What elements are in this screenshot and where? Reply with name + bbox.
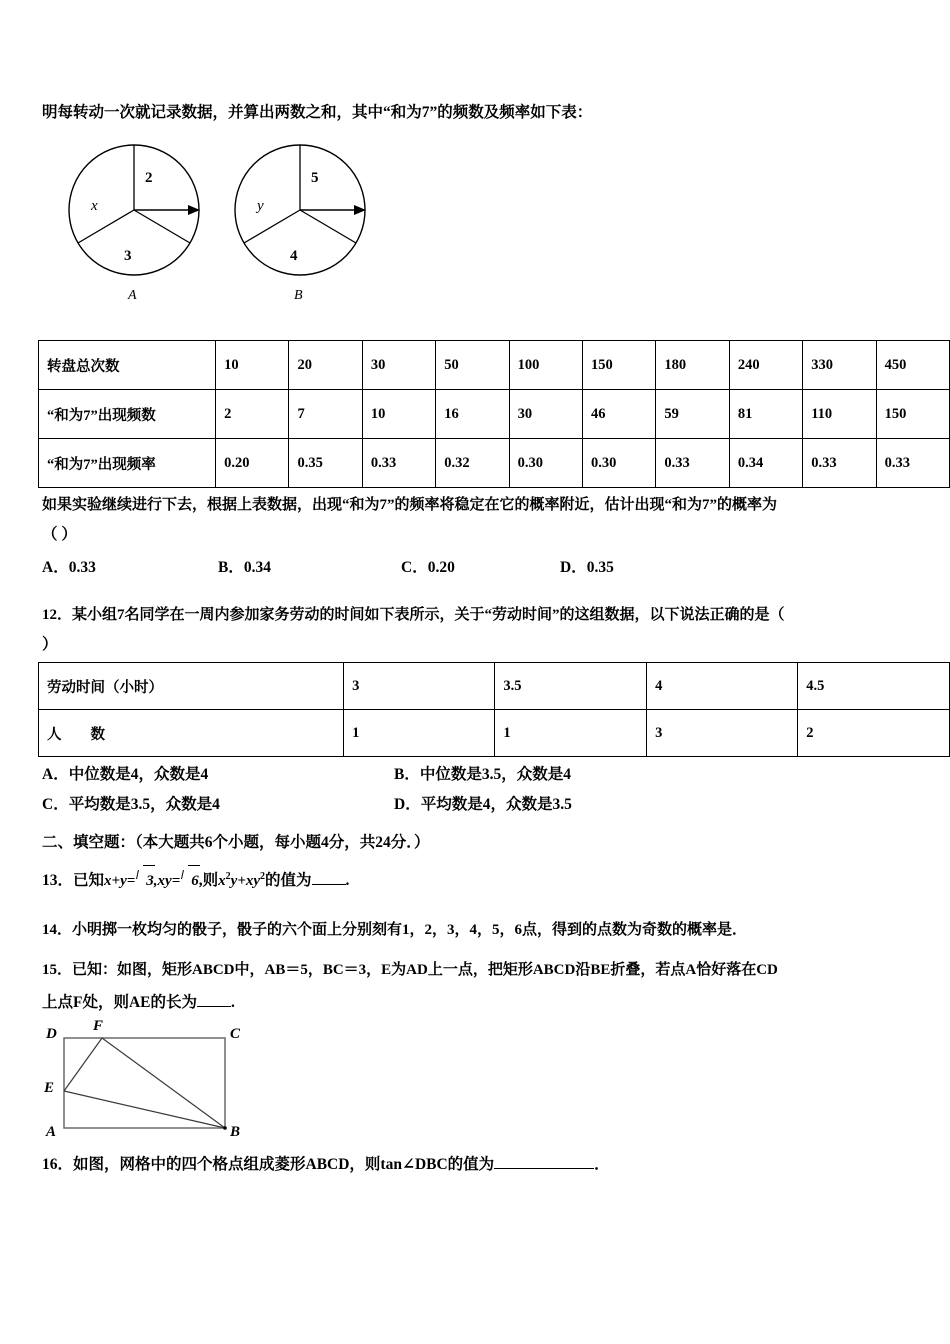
q13-tail: . xyxy=(345,872,350,890)
q13-expr-a-exp: 2 xyxy=(225,871,231,882)
q12-option-b[interactable] xyxy=(394,762,571,784)
cell: 1 xyxy=(495,710,647,757)
option-b[interactable] xyxy=(218,555,271,577)
spinner-b xyxy=(228,140,388,310)
row-header: “和为7”出现频数 xyxy=(39,390,216,439)
table-row xyxy=(39,390,950,439)
labour-time-table xyxy=(38,662,950,757)
q12-option-c-text: 平均数是3.5，众数是4 xyxy=(68,796,220,813)
row-header: 劳动时间（小时） xyxy=(39,663,344,710)
q13-then: ,则 xyxy=(198,872,219,890)
option-c-text: 0.20 xyxy=(427,559,455,576)
cell: 20 xyxy=(289,341,362,390)
cell: 450 xyxy=(876,341,949,390)
q12-option-b-key: B． xyxy=(394,766,420,783)
spinner-a-caption: A xyxy=(128,288,137,303)
question-14: 14．小明掷一枚均匀的骰子，骰子的六个面上分别刻有1，2，3，4，5，6点，得到的点数为奇数的概率是． xyxy=(42,922,748,938)
cell: 30 xyxy=(509,390,582,439)
option-c[interactable] xyxy=(401,555,455,577)
cell: 150 xyxy=(876,390,949,439)
option-d[interactable] xyxy=(560,555,614,577)
section-two-heading: 二、填空题：（本大题共6个小题，每小题4分，共24分．） xyxy=(42,834,430,851)
cell: 330 xyxy=(803,341,876,390)
q13-number: 13． xyxy=(42,872,74,890)
point-b-dot xyxy=(223,1126,227,1130)
spinner-a-sector-x: x xyxy=(91,198,98,214)
cell: 81 xyxy=(729,390,802,439)
option-a-text: 0.33 xyxy=(68,559,96,576)
spinner-a xyxy=(62,140,222,310)
row-header: “和为7”出现频率 xyxy=(39,439,216,488)
q16-pre: 16．如图，网格中的四个格点组成菱形ABCD，则tan∠DBC的值为 xyxy=(42,1156,495,1173)
cell: 0.30 xyxy=(583,439,656,488)
cell: 46 xyxy=(583,390,656,439)
spinner-a-sector-3: 3 xyxy=(124,248,132,264)
spinner-b-caption: B xyxy=(294,288,303,303)
q15-line2-tail: . xyxy=(231,994,235,1011)
figure-label-a: A xyxy=(46,1124,57,1140)
figure-label-c: C xyxy=(230,1026,241,1042)
spinner-a-sector-2: 2 xyxy=(145,170,153,186)
cell: 4.5 xyxy=(798,663,950,710)
spinner-b-sector-4: 4 xyxy=(290,248,298,264)
q15-line2-pre: 上点F处，则AE的长为 xyxy=(42,994,198,1011)
q12-option-a[interactable] xyxy=(42,762,208,784)
q12-option-d-key: D． xyxy=(394,796,421,813)
cell: 0.34 xyxy=(729,439,802,488)
question-15-line1: 15．已知：如图，矩形ABCD中，AB＝5，BC＝3，E为AD上一点，把矩形ABCD沿BE折叠，若点A恰好落在CD xyxy=(42,962,778,978)
q16-answer-blank[interactable] xyxy=(494,1168,594,1169)
cell: 3.5 xyxy=(495,663,647,710)
option-a-key: A． xyxy=(42,559,69,576)
question-11-stem-line1: 如果实验继续进行下去，根据上表数据，出现“和为7”的频率将稳定在它的概率附近，估计出现“和为7”的概率为 xyxy=(42,497,778,513)
cell: 0.32 xyxy=(436,439,509,488)
rect-abcd xyxy=(64,1038,225,1128)
spinner-b-sector-y: y xyxy=(257,198,264,214)
q13-expr-a: x xyxy=(218,873,226,890)
q12-option-c-key: C． xyxy=(42,796,69,813)
spinner-a-svg xyxy=(62,140,222,310)
cell: 0.30 xyxy=(509,439,582,488)
cell: 150 xyxy=(583,341,656,390)
cell: 0.33 xyxy=(362,439,435,488)
q15-answer-blank[interactable] xyxy=(197,1006,231,1007)
cell: 180 xyxy=(656,341,729,390)
q12-option-d-text: 平均数是4，众数是3.5 xyxy=(420,796,572,813)
cell: 0.35 xyxy=(289,439,362,488)
q13-comma-xy: ,xy= xyxy=(153,873,181,890)
cell: 3 xyxy=(344,663,495,710)
question-11-stem-line2: （ ） xyxy=(42,526,77,543)
spinner-b-svg xyxy=(228,140,388,310)
cell: 100 xyxy=(509,341,582,390)
spinner-b-sector-5: 5 xyxy=(311,170,319,186)
cell: 10 xyxy=(216,341,289,390)
cell: 0.33 xyxy=(803,439,876,488)
cell: 0.33 xyxy=(656,439,729,488)
cell: 2 xyxy=(216,390,289,439)
cell: 50 xyxy=(436,341,509,390)
cell: 110 xyxy=(803,390,876,439)
cell: 59 xyxy=(656,390,729,439)
q13-answer-blank[interactable] xyxy=(312,884,346,885)
figure-label-b: B xyxy=(230,1124,241,1140)
cell: 10 xyxy=(362,390,435,439)
q12-option-a-text: 中位数是4，众数是4 xyxy=(68,766,209,783)
q12-option-c[interactable] xyxy=(42,792,220,814)
cell: 1 xyxy=(344,710,495,757)
option-d-key: D． xyxy=(560,559,587,576)
row-header: 转盘总次数 xyxy=(39,341,216,390)
q13-expr-b-exp: 2 xyxy=(260,871,266,882)
question-16 xyxy=(42,1150,610,1180)
q13-radical-1: 3 xyxy=(135,865,154,896)
figure-label-f: F xyxy=(93,1018,104,1034)
table-row xyxy=(39,439,950,488)
cell: 7 xyxy=(289,390,362,439)
q12-option-d[interactable] xyxy=(394,792,572,814)
q13-xy: x+y= xyxy=(104,873,136,890)
option-d-text: 0.35 xyxy=(586,559,614,576)
intro-paragraph: 明每转动一次就记录数据，并算出两数之和，其中“和为7”的频数及频率如下表： xyxy=(42,104,593,121)
question-12-stem-line2: ） xyxy=(42,636,58,653)
table-row xyxy=(39,710,950,757)
q12-option-a-key: A． xyxy=(42,766,69,783)
cell: 3 xyxy=(647,710,798,757)
q13-value: 的值为 xyxy=(265,872,312,890)
option-a[interactable] xyxy=(42,555,96,577)
question-15-line2 xyxy=(42,988,235,1018)
q12-option-b-text: 中位数是3.5，众数是4 xyxy=(419,766,571,783)
option-b-key: B． xyxy=(218,559,244,576)
row-header: 人 数 xyxy=(39,710,344,757)
option-b-text: 0.34 xyxy=(243,559,271,576)
q16-tail: ． xyxy=(594,1156,610,1173)
question-12-stem-line1: 12．某小组7名同学在一周内参加家务劳动的时间如下表所示，关于“劳动时间”的这组数据，以下说法正确的是（ xyxy=(42,607,785,623)
q13-radical-2: 6 xyxy=(180,865,199,896)
table-row xyxy=(39,663,950,710)
figure-label-d: D xyxy=(46,1026,57,1042)
cell: 0.33 xyxy=(876,439,949,488)
cell: 30 xyxy=(362,341,435,390)
figure-label-e: E xyxy=(44,1080,55,1096)
rectangle-abcd-figure xyxy=(40,1016,270,1144)
q13-expr-b: y+xy xyxy=(230,873,261,890)
cell: 2 xyxy=(798,710,950,757)
q13-known: 已知 xyxy=(73,872,105,890)
question-13 xyxy=(42,862,349,896)
table-row xyxy=(39,341,950,390)
cell: 0.20 xyxy=(216,439,289,488)
cell: 16 xyxy=(436,390,509,439)
cell: 4 xyxy=(647,663,798,710)
option-c-key: C． xyxy=(401,559,428,576)
cell: 240 xyxy=(729,341,802,390)
frequency-table xyxy=(38,340,950,488)
